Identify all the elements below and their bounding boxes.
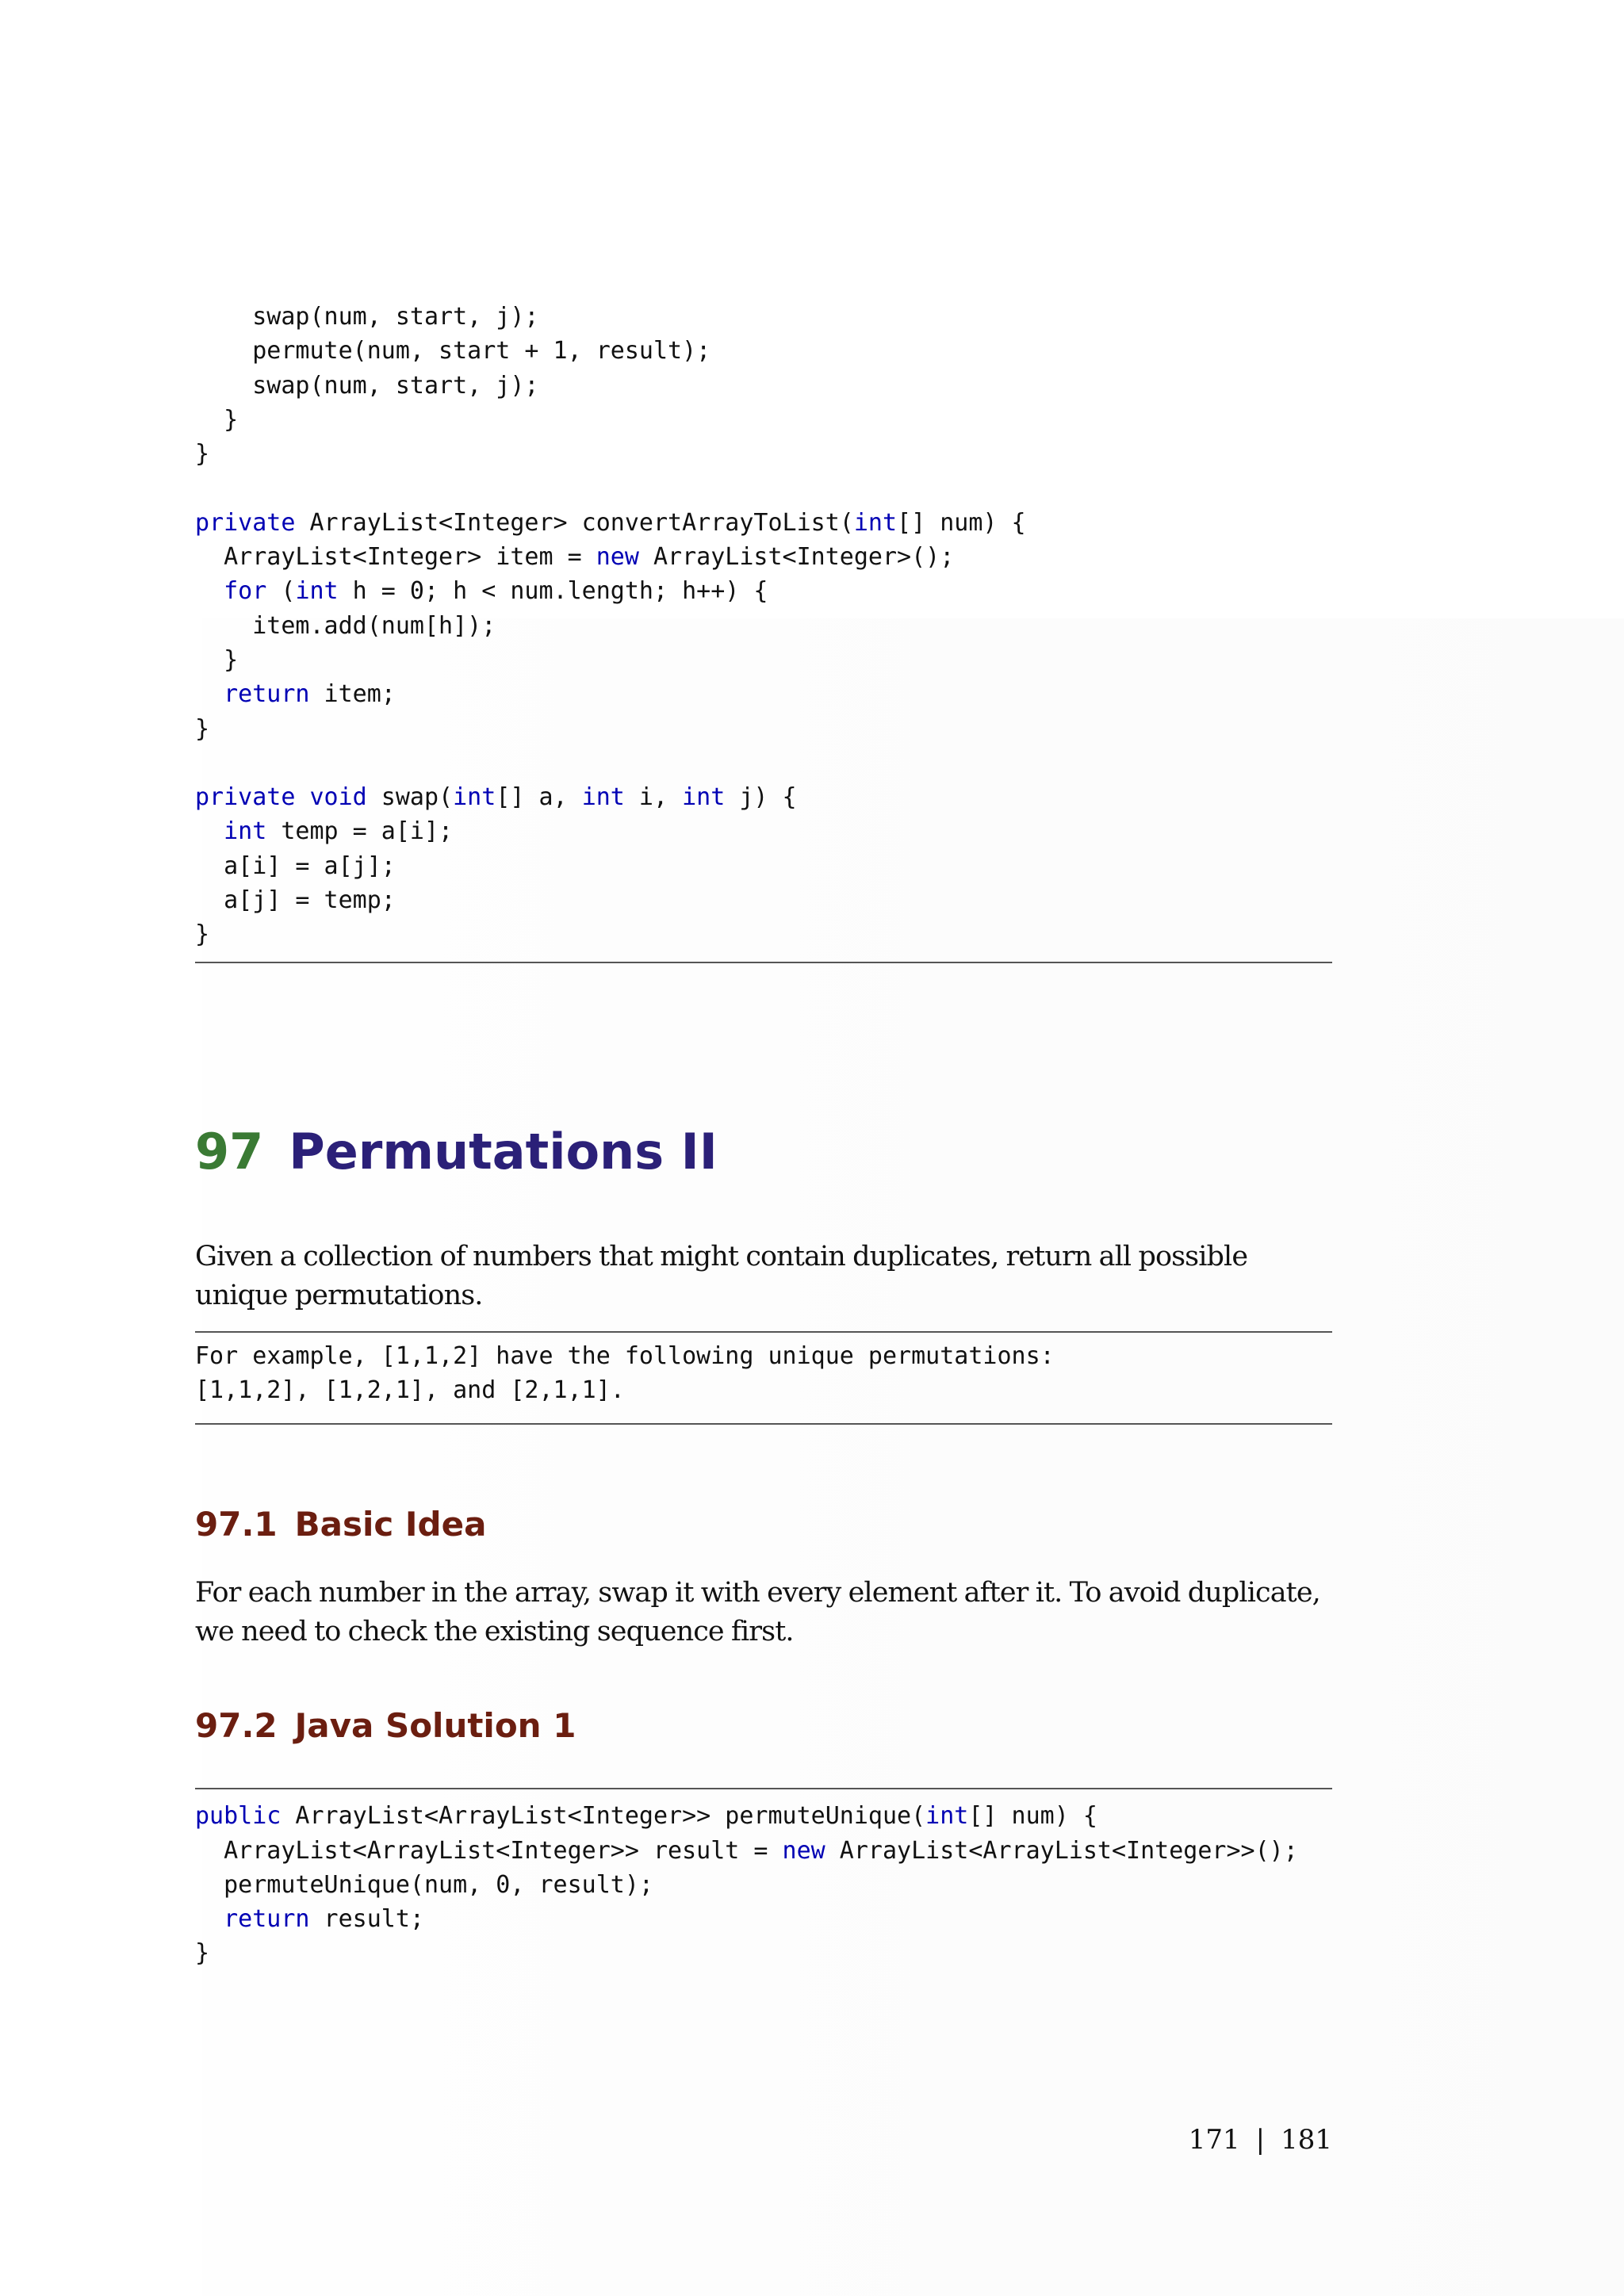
code-keyword: private [195,783,296,812]
page-footer [1189,2122,1332,2158]
code-line [195,1905,424,1933]
code-line [195,543,954,571]
code-keyword: int [682,783,726,812]
chapter-number: 97 [195,1122,264,1181]
code-token: } [195,1939,210,1968]
code-line [195,1342,1055,1370]
code-keyword: for [224,577,267,606]
example-box [195,1339,1332,1408]
code-token: ArrayList<ArrayList<Integer>>(); [825,1836,1298,1865]
code-token [195,1905,224,1933]
code-token: ArrayList<Integer> item = [195,543,596,572]
code-line [195,337,710,365]
code-token: item; [309,680,396,709]
code-block-bottom [195,1799,1332,1970]
section-number: 97.2 [195,1706,278,1746]
code-token: ArrayList<Integer> convertArrayToList( [295,508,854,537]
section-heading-basic-idea [195,1502,1332,1547]
code-keyword: private [195,508,296,537]
intro-paragraph: Given a collection of numbers that might contain duplicates, return all possible unique permutations. [195,1240,1248,1311]
code-token: [] num) { [897,508,1026,537]
code-token: swap( [366,783,454,812]
code-keyword: return [224,680,310,709]
code-token: permute(num, start + 1, result); [195,337,711,365]
code-token: temp = a[i]; [266,817,454,846]
code-keyword: public [195,1802,282,1831]
code-line [195,406,238,434]
code-token: ArrayList<ArrayList<Integer>> result = [195,1836,783,1865]
code-token: For example, [1,1,2] have the following unique permutations: [195,1341,1055,1370]
page-content [195,300,1332,1971]
code-token: swap(num, start, j); [195,303,539,331]
code-keyword: new [782,1836,825,1865]
code-token: ArrayList<ArrayList<Integer>> permuteUnique( [281,1802,926,1831]
code-line [195,886,396,914]
code-line [195,817,453,845]
basic-idea-paragraph: For each number in the array, swap it with every element after it. To avoid duplicate, we need to check the existing sequence first. [195,1577,1320,1648]
code-line [195,646,238,674]
code-token [195,577,224,605]
page-separator: | [1255,2124,1266,2156]
code-token: a[i] = a[j]; [195,851,396,880]
section-heading-java-solution [195,1704,1332,1748]
code-line [195,612,496,640]
code-token: } [195,440,210,469]
code-token [295,783,309,811]
code-token: permuteUnique(num, 0, result); [195,1870,653,1899]
code-token: a[j] = temp; [195,886,396,915]
code-block-top [195,300,1332,952]
page-total: 181 [1281,2124,1332,2156]
chapter-title: Permutations II [289,1122,718,1181]
code-token: } [195,645,239,674]
code-token: } [195,405,239,434]
code-token: ( [266,577,296,606]
code-line [195,852,396,880]
code-line [195,680,396,708]
code-token: [] num) { [968,1802,1097,1831]
code-token: result; [309,1905,424,1934]
code-line [195,303,538,331]
code-keyword: int [853,508,898,537]
code-token: [] a, [496,783,582,812]
section-title: Basic Idea [294,1505,487,1544]
code-token [195,817,224,845]
code-line [195,372,538,400]
code-token: j) { [725,783,797,812]
chapter-heading [195,1120,1332,1184]
code-token: ArrayList<Integer>(); [638,543,955,572]
code-line [195,440,209,468]
code-line [195,783,797,811]
code-line [195,1376,625,1404]
code-token: h = 0; h < num.length; h++) { [338,577,768,606]
code-line [195,1837,1298,1865]
code-keyword: int [581,783,625,812]
code-token: item.add(num[h]); [195,611,496,640]
code-line [195,1939,209,1967]
code-keyword: return [224,1905,310,1934]
code-token: i, [624,783,683,812]
page-number: 171 [1188,2124,1240,2156]
code-keyword: int [224,817,267,846]
code-token [195,680,224,708]
code-line [195,509,1026,537]
code-token: } [195,714,210,743]
section-title: Java Solution 1 [294,1706,576,1746]
code-line [195,1871,653,1899]
code-token: [1,1,2], [1,2,1], and [2,1,1]. [195,1376,625,1404]
code-keyword: new [596,543,639,572]
code-keyword: void [309,783,367,812]
code-line [195,715,209,743]
code-line [195,1802,1097,1830]
section-number: 97.1 [195,1505,278,1544]
code-line [195,920,209,948]
code-token: } [195,920,210,949]
code-keyword: int [295,577,339,606]
code-keyword: int [453,783,496,812]
code-token: swap(num, start, j); [195,371,539,400]
code-keyword: int [925,1802,969,1831]
code-line [195,577,768,605]
